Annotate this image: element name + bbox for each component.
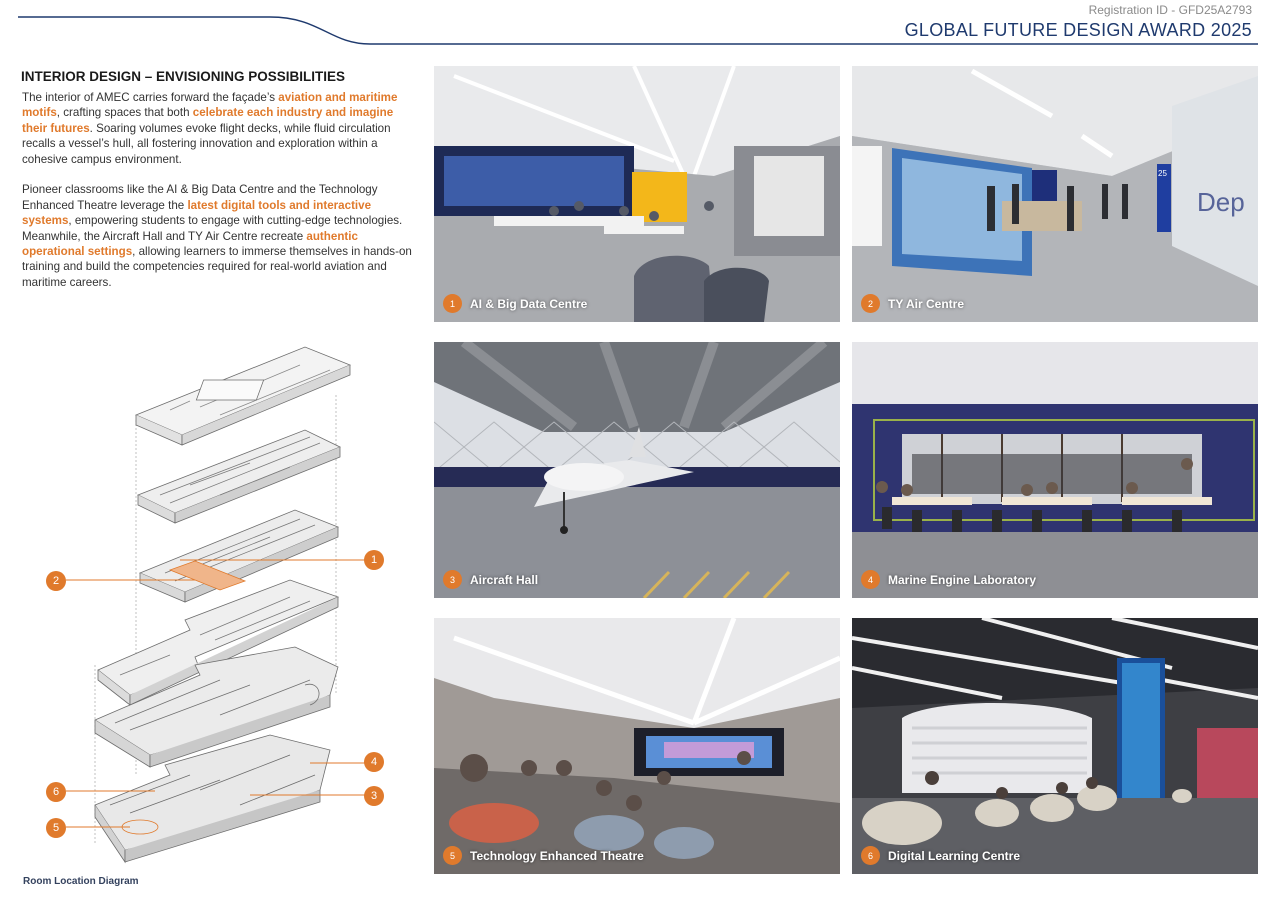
room-name: Aircraft Hall: [470, 572, 539, 587]
registration-id: Registration ID - GFD25A2793: [1088, 3, 1252, 17]
theatre-render: [434, 618, 840, 874]
room-number-badge: 5: [443, 846, 462, 865]
section-heading: INTERIOR DESIGN – ENVISIONING POSSIBILITIES: [21, 69, 346, 84]
room-label-5: [443, 846, 644, 865]
room-name: Digital Learning Centre: [888, 848, 1021, 863]
marine-lab-render: [852, 342, 1258, 598]
room-number-badge: 2: [861, 294, 880, 313]
room-number-badge: 4: [861, 570, 880, 589]
diagram-caption: Room Location Diagram: [23, 876, 139, 887]
room-label-1: [443, 294, 587, 313]
diagram-marker-2: 2: [46, 571, 66, 591]
room-label-4: [861, 570, 1036, 589]
award-title: GLOBAL FUTURE DESIGN AWARD 2025: [904, 20, 1252, 40]
photo-ai-big-data-centre: [434, 66, 840, 322]
room-name: Marine Engine Laboratory: [888, 572, 1037, 587]
room-name: Technology Enhanced Theatre: [470, 848, 644, 863]
wall-lettering: Dep: [1197, 187, 1245, 217]
room-label-6: [861, 846, 1020, 865]
photo-digital-learning-centre: [852, 618, 1258, 874]
paragraph-1: The interior of AMEC carries forward the façade’s aviation and maritime motifs, crafting spaces that both celebrate each industry and imagine their futures. Soaring volumes evoke flight decks, while fluid circulation recalls a vessel’s hull, all fostering innovation and exploration within a cohesive campus environment.: [22, 91, 398, 166]
gate-sign-number: 25: [1158, 169, 1167, 178]
room-number-badge: 3: [443, 570, 462, 589]
photo-technology-enhanced-theatre: [434, 618, 840, 874]
diagram-marker-6: 6: [46, 782, 66, 802]
room-label-2: [861, 294, 964, 313]
photo-ty-air-centre: [852, 66, 1258, 322]
photo-marine-engine-lab: [852, 342, 1258, 598]
room-name: AI & Big Data Centre: [470, 296, 588, 311]
diagram-marker-4: 4: [364, 752, 384, 772]
diagram-marker-1: 1: [364, 550, 384, 570]
paragraph-2: Pioneer classrooms like the AI & Big Data Centre and the Technology Enhanced Theatre leverage the latest digital tools and interactive systems, empowering students to engage with cutting-edge technologies. Meanwhile, the Aircraft Hall and TY Air Centre recreate authentic operational settings, allowing learners to immerse themselves in hands-on training and build the competencies required for real-world aviation and maritime careers.: [22, 183, 412, 289]
room-location-diagram: [20, 335, 420, 865]
room-number-badge: 1: [443, 294, 462, 313]
room-name: TY Air Centre: [888, 296, 965, 311]
air-centre-render: [852, 66, 1258, 322]
room-label-3: [443, 570, 538, 589]
ai-centre-render: [434, 66, 840, 322]
body-text: [22, 90, 418, 306]
diagram-marker-5: 5: [46, 818, 66, 838]
room-number-badge: 6: [861, 846, 880, 865]
diagram-marker-3: 3: [364, 786, 384, 806]
aircraft-hall-render: [434, 342, 840, 598]
digital-centre-render: [852, 618, 1258, 874]
photo-aircraft-hall: [434, 342, 840, 598]
